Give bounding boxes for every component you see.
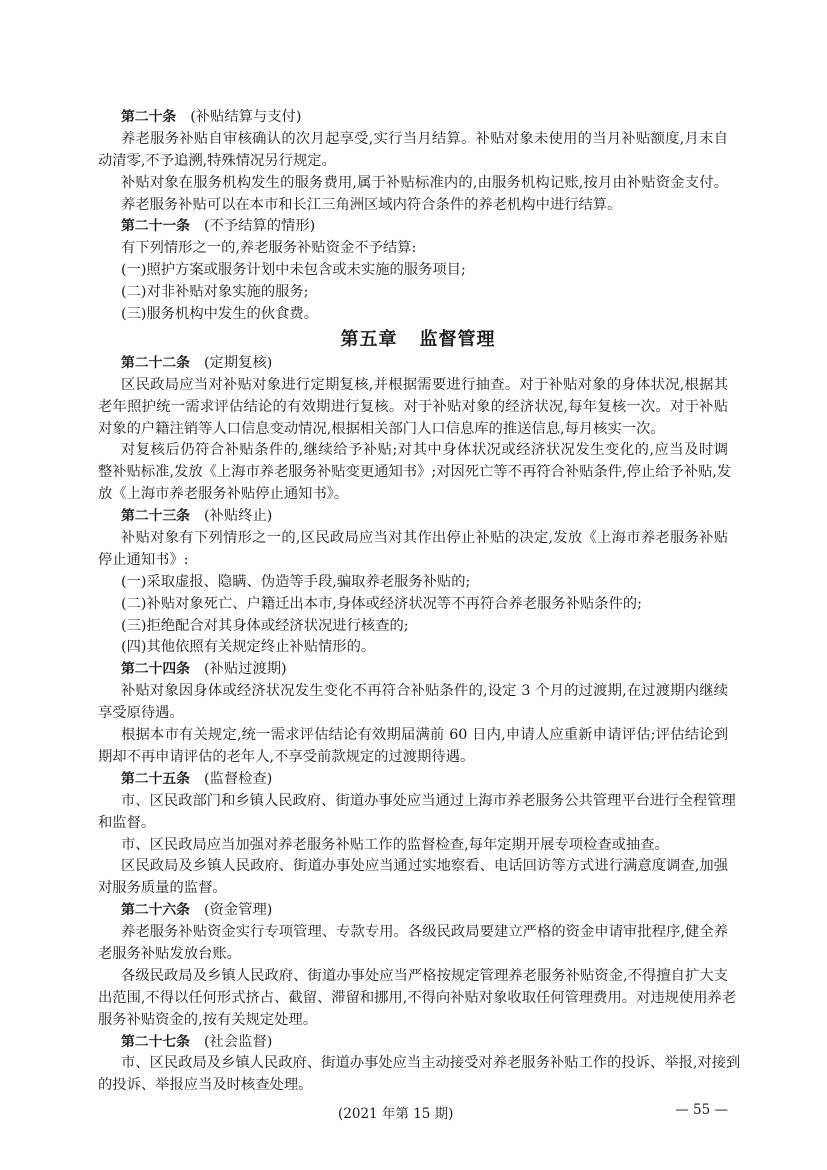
paragraph-line: 享受原待遇。 <box>98 705 184 722</box>
article-number: 第二十五条 <box>121 770 190 787</box>
article-title: (监督检查) <box>203 770 273 787</box>
paragraph-line: 市、区民政部门和乡镇人民政府、街道办事处应当通过上海市养老服务公共管理平台进行全程管理 <box>121 792 736 809</box>
paragraph-line: 对复核后仍符合补贴条件的,继续给予补贴;对其中身体状况或经济状况发生变化的,应当及时调 <box>121 442 728 459</box>
article-heading <box>98 506 728 528</box>
article-title: (补贴终止) <box>203 508 273 525</box>
paragraph-line: (四)其他依照有关规定终止补贴情形的。 <box>121 639 376 656</box>
paragraph-line: (三)服务机构中发生的伙食费。 <box>121 306 319 323</box>
paragraph-line: 有下列情形之一的,养老服务补贴资金不予结算: <box>121 240 417 257</box>
page-number: — 55 — <box>675 1102 728 1118</box>
article-title: (定期复核) <box>203 354 273 371</box>
article-heading <box>98 353 728 375</box>
article-title: (补贴过渡期) <box>203 661 287 678</box>
paragraph-line: 和监督。 <box>98 814 156 831</box>
paragraph-line: 区民政局及乡镇人民政府、街道办事处应当通过实地察看、电话回访等方式进行满意度调查,加强 <box>121 858 728 875</box>
article-heading <box>98 769 728 791</box>
paragraph-line: 动清零,不予追溯,特殊情况另行规定。 <box>98 152 336 169</box>
paragraph-line: 养老服务补贴可以在本市和长江三角洲区域内符合条件的养老机构中进行结算。 <box>121 196 622 213</box>
paragraph-line: (三)拒绝配合对其身体或经济状况进行核查的; <box>121 617 409 634</box>
article-heading <box>98 900 728 922</box>
article-title: (补贴结算与支付) <box>190 109 302 125</box>
article-title: (社会监督) <box>203 1033 273 1050</box>
article-number: 第二十条 <box>121 109 177 125</box>
paragraph-line: 补贴对象有下列情形之一的,区民政局应当对其作出停止补贴的决定,发放《上海市养老服务补贴 <box>121 530 728 547</box>
article-number: 第二十七条 <box>121 1033 190 1050</box>
paragraph-line: 区民政局应当对补贴对象进行定期复核,并根据需要进行抽查。对于补贴对象的身体状况,根据其 <box>121 376 728 393</box>
article-number: 第二十三条 <box>121 508 190 525</box>
paragraph-line: 养老服务补贴自审核确认的次月起享受,实行当月结算。补贴对象未使用的当月补贴额度,月末自 <box>121 130 728 147</box>
paragraph-line: 对服务质量的监督。 <box>98 880 227 897</box>
article-number: 第二十一条 <box>121 218 190 235</box>
paragraph-line: 各级民政局及乡镇人民政府、街道办事处应当严格按规定管理养老服务补贴资金,不得擅自扩大支 <box>121 967 728 984</box>
paragraph-line: (一)照护方案或服务计划中未包含或未实施的服务项目; <box>121 262 466 279</box>
paragraph-line: 停止通知书》: <box>98 551 189 568</box>
paragraph-line: (二)对非补贴对象实施的服务; <box>121 284 309 301</box>
paragraph-line: 补贴对象在服务机构发生的服务费用,属于补贴标准内的,由服务机构记账,按月由补贴资金支付。 <box>121 174 728 191</box>
paragraph-line: 整补贴标准,发放《上海市养老服务补贴变更通知书》;对因死亡等不再符合补贴条件,停止给予补贴,发 <box>98 464 732 481</box>
article-number: 第二十二条 <box>121 354 190 371</box>
paragraph-line: 市、区民政局应当加强对养老服务补贴工作的监督检查,每年定期开展专项检查或抽查。 <box>121 836 669 853</box>
paragraph-line: (二)补贴对象死亡、户籍迁出本市,身体或经济状况等不再符合养老服务补贴条件的; <box>121 595 642 612</box>
paragraph-line: 市、区民政局及乡镇人民政府、街道办事处应当主动接受对养老服务补贴工作的投诉、举报,对接到 <box>121 1055 741 1072</box>
paragraph-line: 期却不再申请评估的老年人,不享受前款规定的过渡期待遇。 <box>98 748 475 765</box>
paragraph-line: 出范围,不得以任何形式挤占、截留、滞留和挪用,不得向补贴对象收取任何管理费用。对违规使用养老 <box>98 989 737 1006</box>
article-heading <box>98 1032 728 1054</box>
paragraph-line: 老年照护统一需求评估结论的有效期进行复核。对于补贴对象的经济状况,每年复核一次。对于补贴 <box>98 398 728 415</box>
issue-label: (2021 年第 15 期) <box>338 1106 454 1122</box>
paragraph-line: 对象的户籍注销等人口信息变动情况,根据相关部门人口信息库的推送信息,每月核实一次。 <box>98 420 665 437</box>
paragraph-line: 补贴对象因身体或经济状况发生变化不再符合补贴条件的,设定 3 个月的过渡期,在过渡期内继续 <box>121 683 728 700</box>
document-body <box>98 107 741 1097</box>
paragraph-line: 放《上海市养老服务补贴停止通知书》。 <box>98 486 349 503</box>
paragraph-line: 的投诉、举报应当及时核查处理。 <box>98 1077 313 1094</box>
article-heading <box>98 107 728 129</box>
chapter-heading <box>98 326 728 353</box>
paragraph-line: (一)采取虚报、隐瞒、伪造等手段,骗取养老服务补贴的; <box>121 573 471 590</box>
chapter-number: 第五章 <box>340 328 398 350</box>
article-title: (资金管理) <box>203 902 273 919</box>
chapter-title: 监督管理 <box>419 328 496 350</box>
article-number: 第二十四条 <box>121 661 190 678</box>
article-number: 第二十六条 <box>121 902 190 919</box>
article-title: (不予结算的情形) <box>203 218 316 235</box>
article-heading <box>98 216 728 238</box>
paragraph-line: 服务补贴资金的,按有关规定处理。 <box>98 1011 317 1028</box>
page-footer <box>98 1102 728 1124</box>
paragraph-line: 养老服务补贴资金实行专项管理、专款专用。各级民政局要建立严格的资金申请审批程序,健全养 <box>121 924 728 941</box>
article-heading <box>98 659 728 681</box>
paragraph-line: 老服务补贴发放台账。 <box>98 945 241 962</box>
paragraph-line: 根据本市有关规定,统一需求评估结论有效期届满前 60 日内,申请人应重新申请评估;评估结论到 <box>121 727 728 744</box>
